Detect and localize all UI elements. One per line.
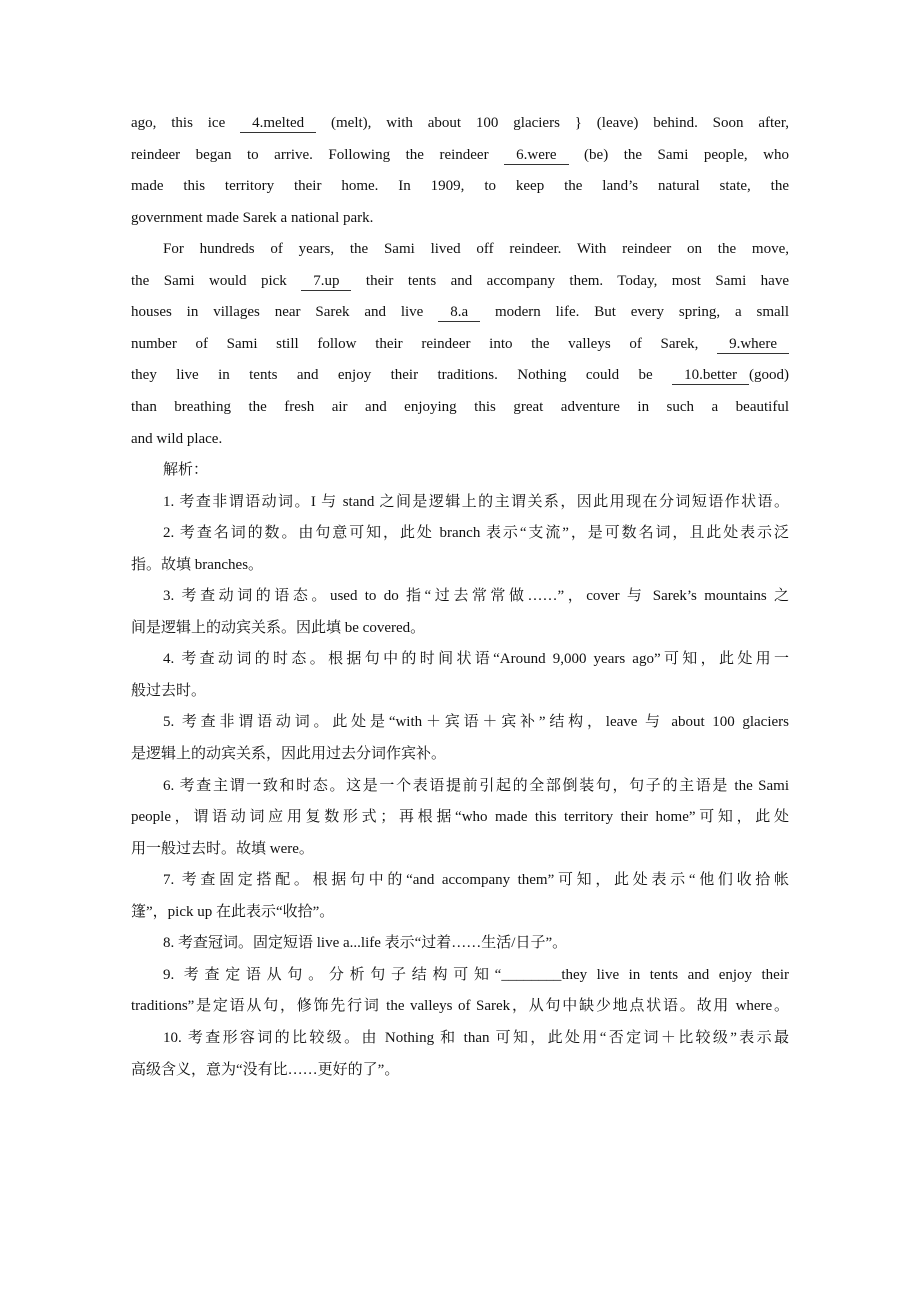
text-line bbox=[163, 711, 789, 733]
line-text: (be) the Sami people, who bbox=[568, 146, 789, 163]
line-text: 是逻辑上的动宾关系，因此用过去分词作宾补。 bbox=[131, 746, 447, 762]
text-line bbox=[131, 301, 789, 323]
text-line bbox=[131, 995, 789, 1017]
text-line bbox=[131, 1059, 789, 1081]
line-text: they live in tents and enjoy their traditions. Nothing could be bbox=[131, 367, 673, 384]
answer-blank: 4.melted bbox=[240, 115, 316, 133]
text-line bbox=[163, 585, 789, 607]
text-line bbox=[163, 522, 789, 544]
text-line bbox=[163, 932, 789, 954]
text-line bbox=[131, 333, 789, 355]
line-text: traditions”是定语从句，修饰先行词 the valleys of Sarek，从句中缺少地点状语。故用 where。 bbox=[131, 998, 789, 1015]
text-line bbox=[131, 144, 789, 166]
line-text: the Sami would pick bbox=[131, 272, 302, 289]
line-text: 指。故填 branches。 bbox=[131, 556, 264, 573]
text-line bbox=[131, 554, 789, 576]
line-text: 用一般过去时。故填 were。 bbox=[131, 840, 314, 857]
line-text: 篷”，pick up 在此表示“收拾”。 bbox=[131, 903, 335, 920]
text-line bbox=[131, 396, 789, 418]
text-line bbox=[163, 459, 789, 481]
line-text: government made Sarek a national park. bbox=[131, 209, 374, 226]
line-text: ago, this ice bbox=[131, 115, 241, 131]
answer-blank: 9.where bbox=[717, 336, 789, 354]
line-text: 间是逻辑上的动宾关系。因此填 be covered。 bbox=[131, 619, 426, 636]
text-line bbox=[131, 270, 789, 292]
text-line bbox=[131, 175, 789, 197]
line-text: houses in villages near Sarek and live bbox=[131, 304, 439, 321]
line-text: 7. 考查固定搭配。根据句中的“and accompany them”可知，此处表示“他们收拾帐 bbox=[163, 872, 789, 889]
text-line bbox=[163, 869, 789, 891]
line-text: 10. 考查形容词的比较级。由 Nothing 和 than 可知，此处用“否定词＋比较级”表示最 bbox=[163, 1029, 789, 1046]
text-line bbox=[131, 617, 789, 639]
line-text: 般过去时。 bbox=[131, 682, 207, 699]
line-text: modern life. But every spring, a small bbox=[480, 304, 789, 321]
line-text: 9. 考查定语从句。分析句子结构可知“________they live in tents and enjoy their bbox=[163, 966, 789, 983]
line-text: (melt), with about 100 glaciers } (leave) behind. Soon after, bbox=[316, 115, 789, 131]
text-line bbox=[131, 806, 789, 828]
line-text: 5. 考查非谓语动词。此处是“with＋宾语＋宾补”结构，leave 与 about 100 glaciers bbox=[163, 714, 789, 731]
line-text: 6. 考查主谓一致和时态。这是一个表语提前引起的全部倒装句，句子的主语是 the Sami bbox=[163, 777, 789, 794]
line-text: 8. 考查冠词。固定短语 live a...life 表示“过着……生活/日子”。 bbox=[163, 935, 568, 952]
text-line bbox=[163, 964, 789, 986]
line-text: 3. 考查动词的语态。used to do 指“过去常常做……”，cover 与 Sarek’s mountains 之 bbox=[163, 588, 789, 605]
answer-blank: 6.were bbox=[504, 147, 568, 165]
line-text: 2. 考查名词的数。由句意可知，此处 branch 表示“支流”，是可数名词，且此处表示泛 bbox=[163, 525, 789, 542]
line-text: and wild place. bbox=[131, 430, 223, 447]
line-text: For hundreds of years, the Sami lived off reindeer. With reindeer on the move, bbox=[163, 241, 789, 258]
text-line bbox=[131, 743, 789, 765]
text-line bbox=[163, 648, 789, 670]
text-line bbox=[163, 1027, 789, 1049]
answer-blank: 10.better bbox=[672, 367, 749, 385]
text-line bbox=[131, 112, 789, 134]
line-text: people，谓语动词应用复数形式；再根据“who made this territory their home”可知，此处 bbox=[131, 809, 789, 826]
line-text: reindeer began to arrive. Following the reindeer bbox=[131, 146, 505, 163]
line-text: their tents and accompany them. Today, most Sami have bbox=[351, 272, 789, 289]
line-text: 解析： bbox=[163, 462, 209, 479]
line-text: 1. 考查非谓语动词。I 与 stand 之间是逻辑上的主谓关系，因此用现在分词短语作状语。 bbox=[163, 493, 789, 510]
text-line bbox=[131, 901, 789, 923]
text-line bbox=[131, 207, 789, 229]
answer-blank: 7.up bbox=[301, 273, 351, 291]
line-text: 4. 考查动词的时态。根据句中的时间状语“Around 9,000 years ago”可知，此处用一 bbox=[163, 651, 789, 668]
line-text: made this territory their home. In 1909, to keep the land’s natural state, the bbox=[131, 178, 789, 195]
text-line bbox=[163, 491, 789, 513]
line-text: number of Sami still follow their reindeer into the valleys of Sarek, bbox=[131, 335, 718, 352]
line-text: 高级含义，意为“没有比……更好的了”。 bbox=[131, 1061, 400, 1078]
text-line bbox=[131, 364, 789, 386]
text-line bbox=[131, 838, 789, 860]
text-line bbox=[131, 680, 789, 702]
line-text: than breathing the fresh air and enjoying this great adventure in such a beautiful bbox=[131, 398, 789, 415]
answer-blank: 8.a bbox=[438, 304, 480, 322]
text-line bbox=[131, 428, 789, 450]
text-line bbox=[163, 775, 789, 797]
line-text: (good) bbox=[749, 367, 789, 384]
text-line bbox=[163, 238, 789, 260]
